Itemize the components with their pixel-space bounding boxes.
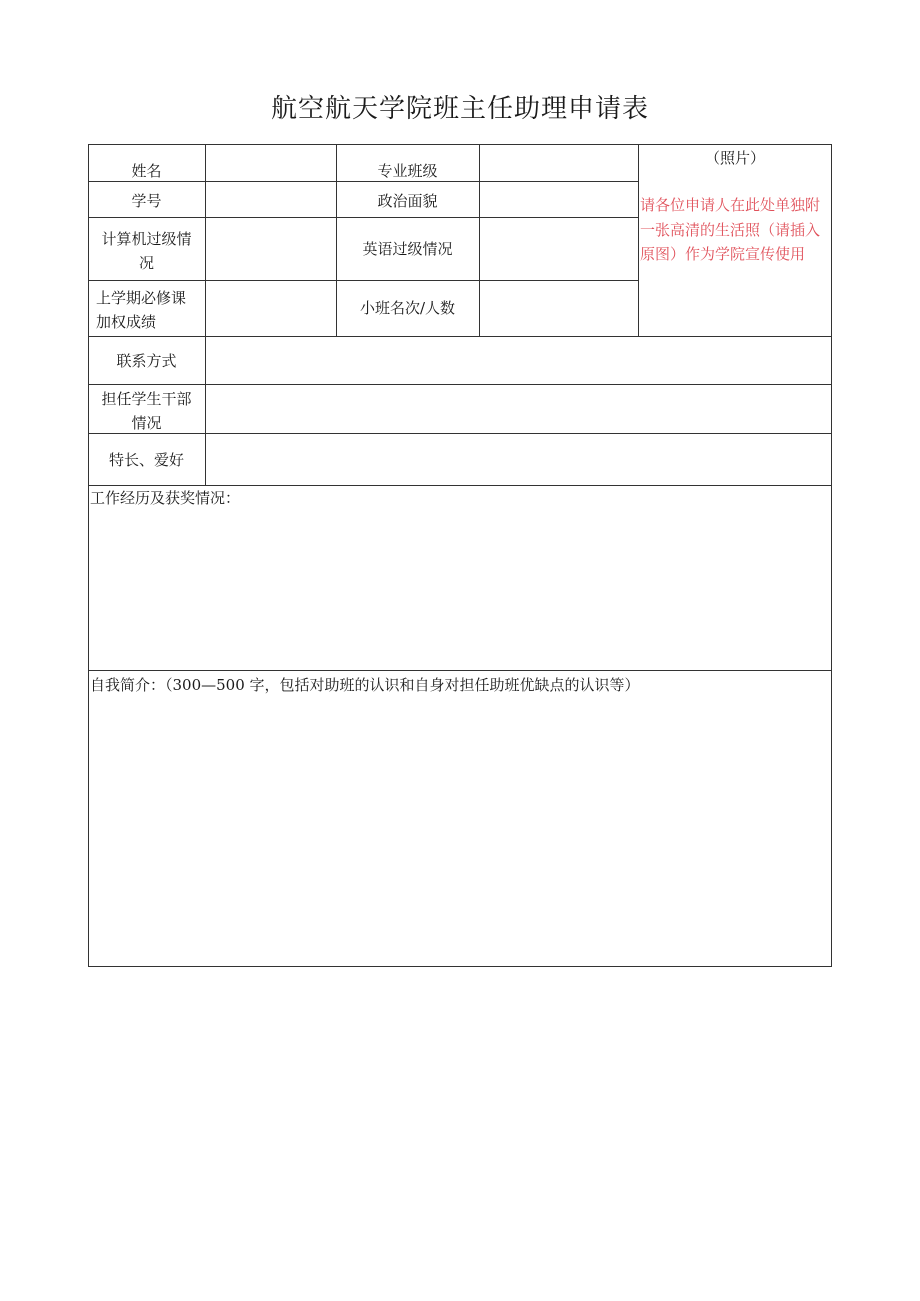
name-label: 姓名: [131, 162, 162, 180]
contact-field[interactable]: [206, 337, 831, 384]
class-rank-label: 小班名次/人数: [359, 299, 456, 317]
political-status-label: 政治面貌: [377, 192, 438, 210]
class-rank-field[interactable]: [480, 281, 638, 336]
last-term-score-field[interactable]: [206, 281, 336, 336]
student-id-field[interactable]: [206, 182, 336, 217]
major-class-label: 专业班级: [377, 162, 438, 180]
photo-note: 请各位申请人在此处单独附一张高清的生活照（请插入原图）作为学院宣传使用: [640, 196, 821, 263]
experience-label: 工作经历及获奖情况：: [90, 489, 241, 507]
cadre-label-line1: 担任学生干部: [101, 390, 192, 408]
photo-label: （照片）: [704, 149, 765, 167]
political-status-field[interactable]: [480, 182, 638, 217]
student-id-label: 学号: [131, 192, 162, 210]
self-intro-field[interactable]: [89, 698, 831, 966]
cadre-label: [88, 387, 205, 435]
last-term-score-label-line2: 加权成绩: [96, 313, 157, 331]
computer-level-field[interactable]: [206, 218, 336, 280]
cadre-label-line2: 情况: [131, 414, 162, 432]
self-intro-label: 自我简介：（300—500 字，包括对助班的认识和自身对担任助班优缺点的认识等）: [90, 676, 640, 694]
english-level-field[interactable]: [480, 218, 638, 280]
hobbies-label: 特长、爱好: [108, 451, 184, 469]
computer-level-label-line2: 况: [138, 254, 154, 272]
page-title: 航空航天学院班主任助理申请表: [270, 94, 649, 124]
experience-field[interactable]: [89, 510, 831, 670]
last-term-score-label: [88, 286, 205, 334]
hobbies-field[interactable]: [206, 434, 831, 485]
computer-level-label-line1: 计算机过级情: [101, 230, 192, 248]
name-field[interactable]: [206, 145, 336, 181]
row-divider: [88, 670, 832, 671]
computer-level-label: [88, 227, 205, 275]
cadre-field[interactable]: [206, 385, 831, 433]
last-term-score-label-line1: 上学期必修课: [96, 289, 187, 307]
major-class-field[interactable]: [480, 145, 638, 181]
english-level-label: 英语过级情况: [362, 240, 453, 258]
contact-label: 联系方式: [116, 352, 177, 370]
